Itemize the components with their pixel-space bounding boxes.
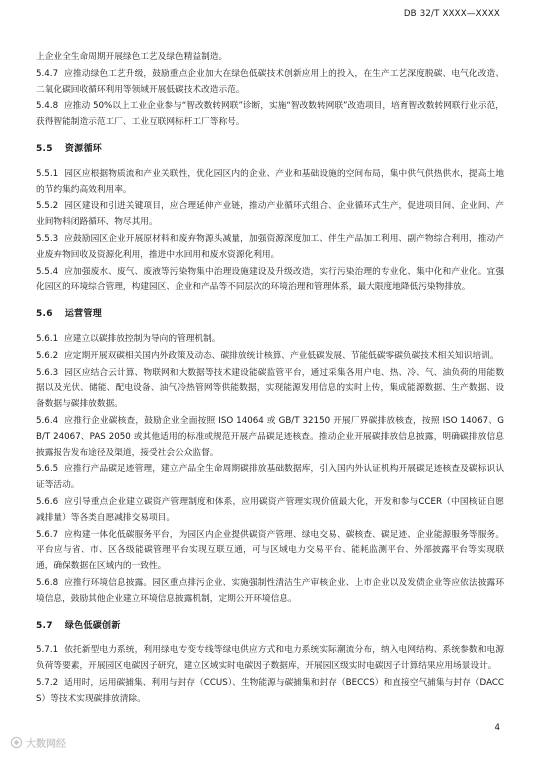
clause-5-7-2	[36, 676, 504, 708]
clause-number: 5.5.1	[36, 168, 59, 179]
clause-text: 应引导重点企业建立碳资产管理制度和体系，应用碳资产管理实现价值最大化，开发和参与CCER（中国核证自愿减排量）等各类自愿减排交易项目。	[36, 496, 504, 523]
clause-text: 应加强废水、废气、废液等污染物集中治理设施建设及升级改造，实行污染治理的专业化、集中化和产业化。宜强化园区的环境综合管理，构建园区、企业和产品等不同层次的环境治理和管理体系，最大限度地降低污染物排放。	[36, 266, 504, 293]
clause-number: 5.4.7	[36, 68, 59, 79]
clause-text: 应推行环境信息披露。园区重点排污企业、实施强制性清洁生产审核企业、上市企业以及发债企业等应依法披露环境信息，鼓励其他企业建立环境信息披露机制，定期公开环境信息。	[36, 577, 504, 604]
clause-text: 园区建设和引进关键项目，应合理延伸产业链，推动产业循环式组合、企业循环式生产，促进项目间、企业间、产业间物料闭路循环、物尽其用。	[36, 201, 504, 228]
clause-text: 应推动 50%以上工业企业参与“智改数转网联”诊断，实施“智改数转网联”改造项目，培育智改数转网联行业示范，获得智能制造示范工厂、工业互联网标杆工厂等称号。	[36, 101, 504, 128]
clause-number: 5.5.3	[36, 233, 59, 244]
clause-5-6-2	[36, 349, 504, 365]
clause-number: 5.5.4	[36, 266, 59, 277]
clause-number: 5.7.2	[36, 677, 59, 688]
clause-text: 应建立以碳排放控制为导向的管理机制。	[64, 333, 221, 344]
clause-5-6-3	[36, 366, 504, 413]
clause-text: 适用时，运用碳捕集、利用与封存（CCUS）、生物能源与碳捕集和封存（BECCS）和直接空气捕集与封存（DACCS）等技术实现碳排放清除。	[36, 677, 504, 704]
clause-text: 应鼓励园区企业开展原材料和废弃物源头减量，加强资源深度加工、伴生产品加工利用、副产物综合利用，推动产业废弃物回收及资源化利用，推进中水回用和废水资源化利用。	[36, 233, 504, 260]
clause-text: 应定期开展双碳相关国内外政策及动态、碳排放统计核算、产业低碳发展、节能低碳零碳负碳技术相关知识培训。	[64, 350, 499, 361]
clause-number: 5.6.3	[36, 367, 59, 378]
clause-text: 应推行产品碳足迹管理，建立产品全生命周期碳排放基础数据库，引入国内外认证机构开展碳足迹核查及碳标识认证等活动。	[36, 464, 504, 491]
section-heading-5-5: 5.5 资源循环	[36, 143, 103, 154]
watermark-text: 大数网经	[26, 739, 66, 750]
clause-5-6-5	[36, 462, 504, 494]
clause-number: 5.6.5	[36, 464, 59, 475]
watermark	[10, 735, 66, 750]
clause-number: 5.6.7	[36, 529, 59, 540]
clause-number: 5.4.8	[36, 101, 59, 112]
clause-5-5-4	[36, 265, 504, 297]
clause-number: 5.7.1	[36, 645, 59, 656]
clause-number: 5.5.2	[36, 201, 59, 212]
clause-5-6-8	[36, 576, 504, 608]
clause-5-6-7	[36, 528, 504, 575]
intro-paragraph: 上企业全生命周期开展绿色工艺及绿色精益制造。	[36, 52, 228, 62]
clause-5-5-1	[36, 167, 504, 199]
clause-5-5-3	[36, 232, 504, 264]
clause-text: 应构建一体化低碳服务平台，为园区内企业提供碳资产管理、绿电交易、碳核查、碳足迹、企业能源服务等服务。平台应与省、市、区各级能碳管理平台实现互联互通，可与区域电力交易平台、能耗监测平台、外部披露平台等实现联通，确保数据在区域内的一致性。	[36, 529, 504, 572]
page-number: 4	[494, 723, 500, 733]
clause-text: 依托新型电力系统，利用绿电专变专线等绿电供应方式和电力系统实际潮流分布，纳入电网结构、系统参数和电源负荷等要素，开展园区电碳因子研究，建立区域实时电碳因子数据库，开展园区级实时电碳因子计算结果应用场景设计。	[36, 645, 504, 672]
clause-5-6-1	[36, 332, 504, 348]
clause-number: 5.6.8	[36, 577, 59, 588]
clause-number: 5.6.6	[36, 496, 59, 507]
clause-5-4-8	[36, 99, 504, 131]
document-body	[36, 50, 504, 708]
section-heading-5-7: 5.7 绿色低碳创新	[36, 620, 121, 631]
watermark-logo-icon	[10, 736, 23, 749]
document-code: DB 32/T XXXX—XXXX	[403, 9, 500, 19]
clause-number: 5.6.1	[36, 333, 59, 344]
clause-number: 5.6.2	[36, 350, 59, 361]
clause-5-6-4	[36, 414, 504, 461]
clause-text: 应推动绿色工艺升级，鼓励重点企业加大在绿色低碳技术创新应用上的投入，在生产工艺深度脱碳、电气化改造、二氧化碳回收循环利用等领域开展低碳技术改造示范。	[36, 68, 504, 95]
clause-5-6-6	[36, 495, 504, 527]
clause-text: 应推行企业碳核查，鼓励企业全面按照 ISO 14064 或 GB/T 32150 开展厂界碳排放核查，按照 ISO 14067、GB/T 24067、PAS 2050 或其他适用的标准或规范开展产品碳足迹核查。推动企业开展碳排放信息披露，明确碳排放信息披露报告发布途径及渠道，接受社会公众监督。	[36, 415, 504, 458]
clause-5-7-1	[36, 643, 504, 675]
section-heading-5-6: 5.6 运营管理	[36, 309, 103, 320]
clause-text: 园区应结合云计算、物联网和大数据等技术建设能碳监管平台，通过采集各用户电、热、冷、气、油负荷的用能数据以及光伏、储能、配电设备、油气冷热管网等供能数据，实现能源发用信息的实时上传，集成能源数据、生产数据、设备数据与碳排放数据。	[36, 367, 504, 410]
clause-number: 5.6.4	[36, 415, 59, 426]
clause-5-5-2	[36, 199, 504, 231]
clause-text: 园区应根据物质流和产业关联性，优化园区内的企业、产业和基础设施的空间布局，集中供气供热供水，提高土地的节约集约高效利用率。	[36, 168, 504, 195]
clause-5-4-7	[36, 67, 504, 99]
